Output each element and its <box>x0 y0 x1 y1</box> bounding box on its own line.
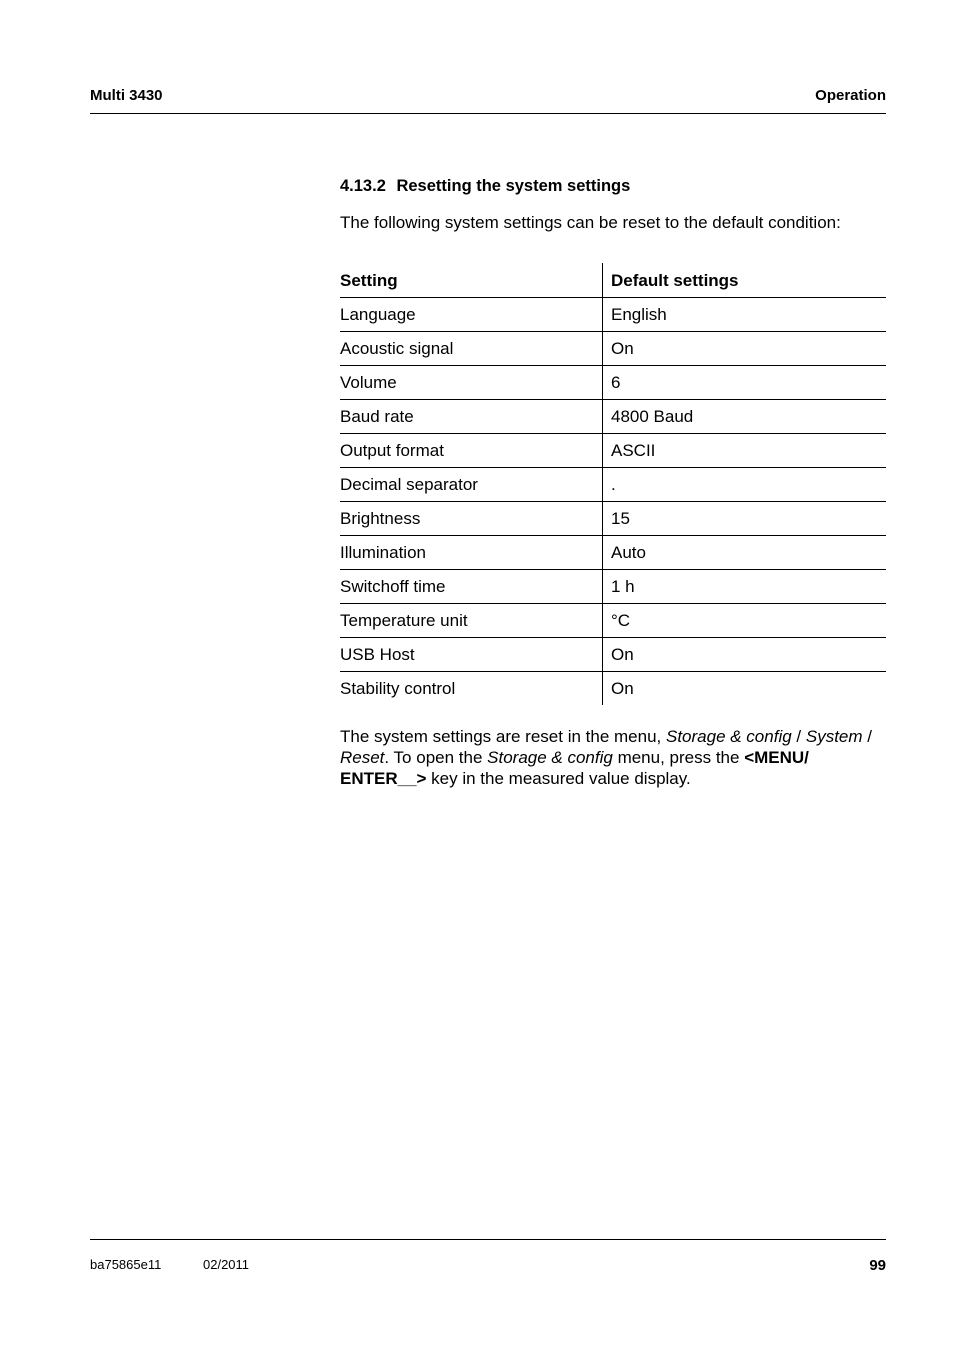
header-product: Multi 3430 <box>90 87 163 104</box>
intro-text: The following system settings can be reset to the default condition: <box>340 213 841 232</box>
para-text: . To open the <box>384 748 488 767</box>
setting-default: 6 <box>603 366 887 400</box>
settings-table <box>340 263 886 705</box>
page-number: 99 <box>869 1257 886 1274</box>
setting-name: Baud rate <box>340 400 603 434</box>
header-chapter: Operation <box>815 87 886 104</box>
table-row <box>340 536 886 570</box>
para-text: menu, press the <box>612 748 745 767</box>
table-row <box>340 332 886 366</box>
menu-name-system: System <box>805 727 863 746</box>
table-row <box>340 502 886 536</box>
setting-name: Illumination <box>340 536 603 570</box>
footer-divider <box>90 1239 886 1240</box>
setting-default: °C <box>603 604 887 638</box>
setting-default: English <box>603 298 887 332</box>
footer-doc-id: ba75865e11 <box>90 1257 162 1272</box>
setting-name: Volume <box>340 366 603 400</box>
para-text: The system settings are reset in the menu, <box>340 727 666 746</box>
setting-default: ASCII <box>603 434 887 468</box>
setting-name: Switchoff time <box>340 570 603 604</box>
menu-name-reset: Reset <box>340 748 385 767</box>
table-row <box>340 366 886 400</box>
setting-name: Acoustic signal <box>340 332 603 366</box>
table-row <box>340 298 886 332</box>
setting-name: USB Host <box>340 638 603 672</box>
table-row <box>340 638 886 672</box>
setting-default: 4800 Baud <box>603 400 887 434</box>
setting-name: Language <box>340 298 603 332</box>
table-row <box>340 604 886 638</box>
footer-date: 02/2011 <box>203 1257 250 1272</box>
table-header-row <box>340 263 886 298</box>
column-header-default: Default settings <box>603 263 887 298</box>
table-row <box>340 672 886 706</box>
section-title <box>340 177 630 196</box>
para-separator: / <box>862 727 872 746</box>
para-separator: / <box>791 727 806 746</box>
para-text: key in the measured value display. <box>426 769 691 788</box>
setting-default: On <box>603 638 887 672</box>
column-header-setting: Setting <box>340 263 603 298</box>
table-row <box>340 434 886 468</box>
setting-name: Decimal separator <box>340 468 603 502</box>
setting-default: 1 h <box>603 570 887 604</box>
table-row <box>340 468 886 502</box>
setting-default: . <box>603 468 887 502</box>
setting-name: Brightness <box>340 502 603 536</box>
table-row <box>340 400 886 434</box>
setting-name: Output format <box>340 434 603 468</box>
menu-name-storage-config: Storage & config <box>665 727 792 746</box>
key-name-menu-enter: <MENU/ ENTER__> <box>340 748 809 788</box>
section-title-text: Resetting the system settings <box>396 177 631 195</box>
setting-name: Stability control <box>340 672 603 706</box>
table-row <box>340 570 886 604</box>
setting-default: Auto <box>603 536 887 570</box>
setting-name: Temperature unit <box>340 604 603 638</box>
setting-default: On <box>611 678 634 698</box>
reset-instructions <box>340 726 886 789</box>
setting-default: 15 <box>603 502 887 536</box>
section-number: 4.13.2 <box>340 177 386 195</box>
setting-default: On <box>603 332 887 366</box>
menu-name-storage-config: Storage & config <box>487 748 613 767</box>
header-divider <box>90 113 886 114</box>
